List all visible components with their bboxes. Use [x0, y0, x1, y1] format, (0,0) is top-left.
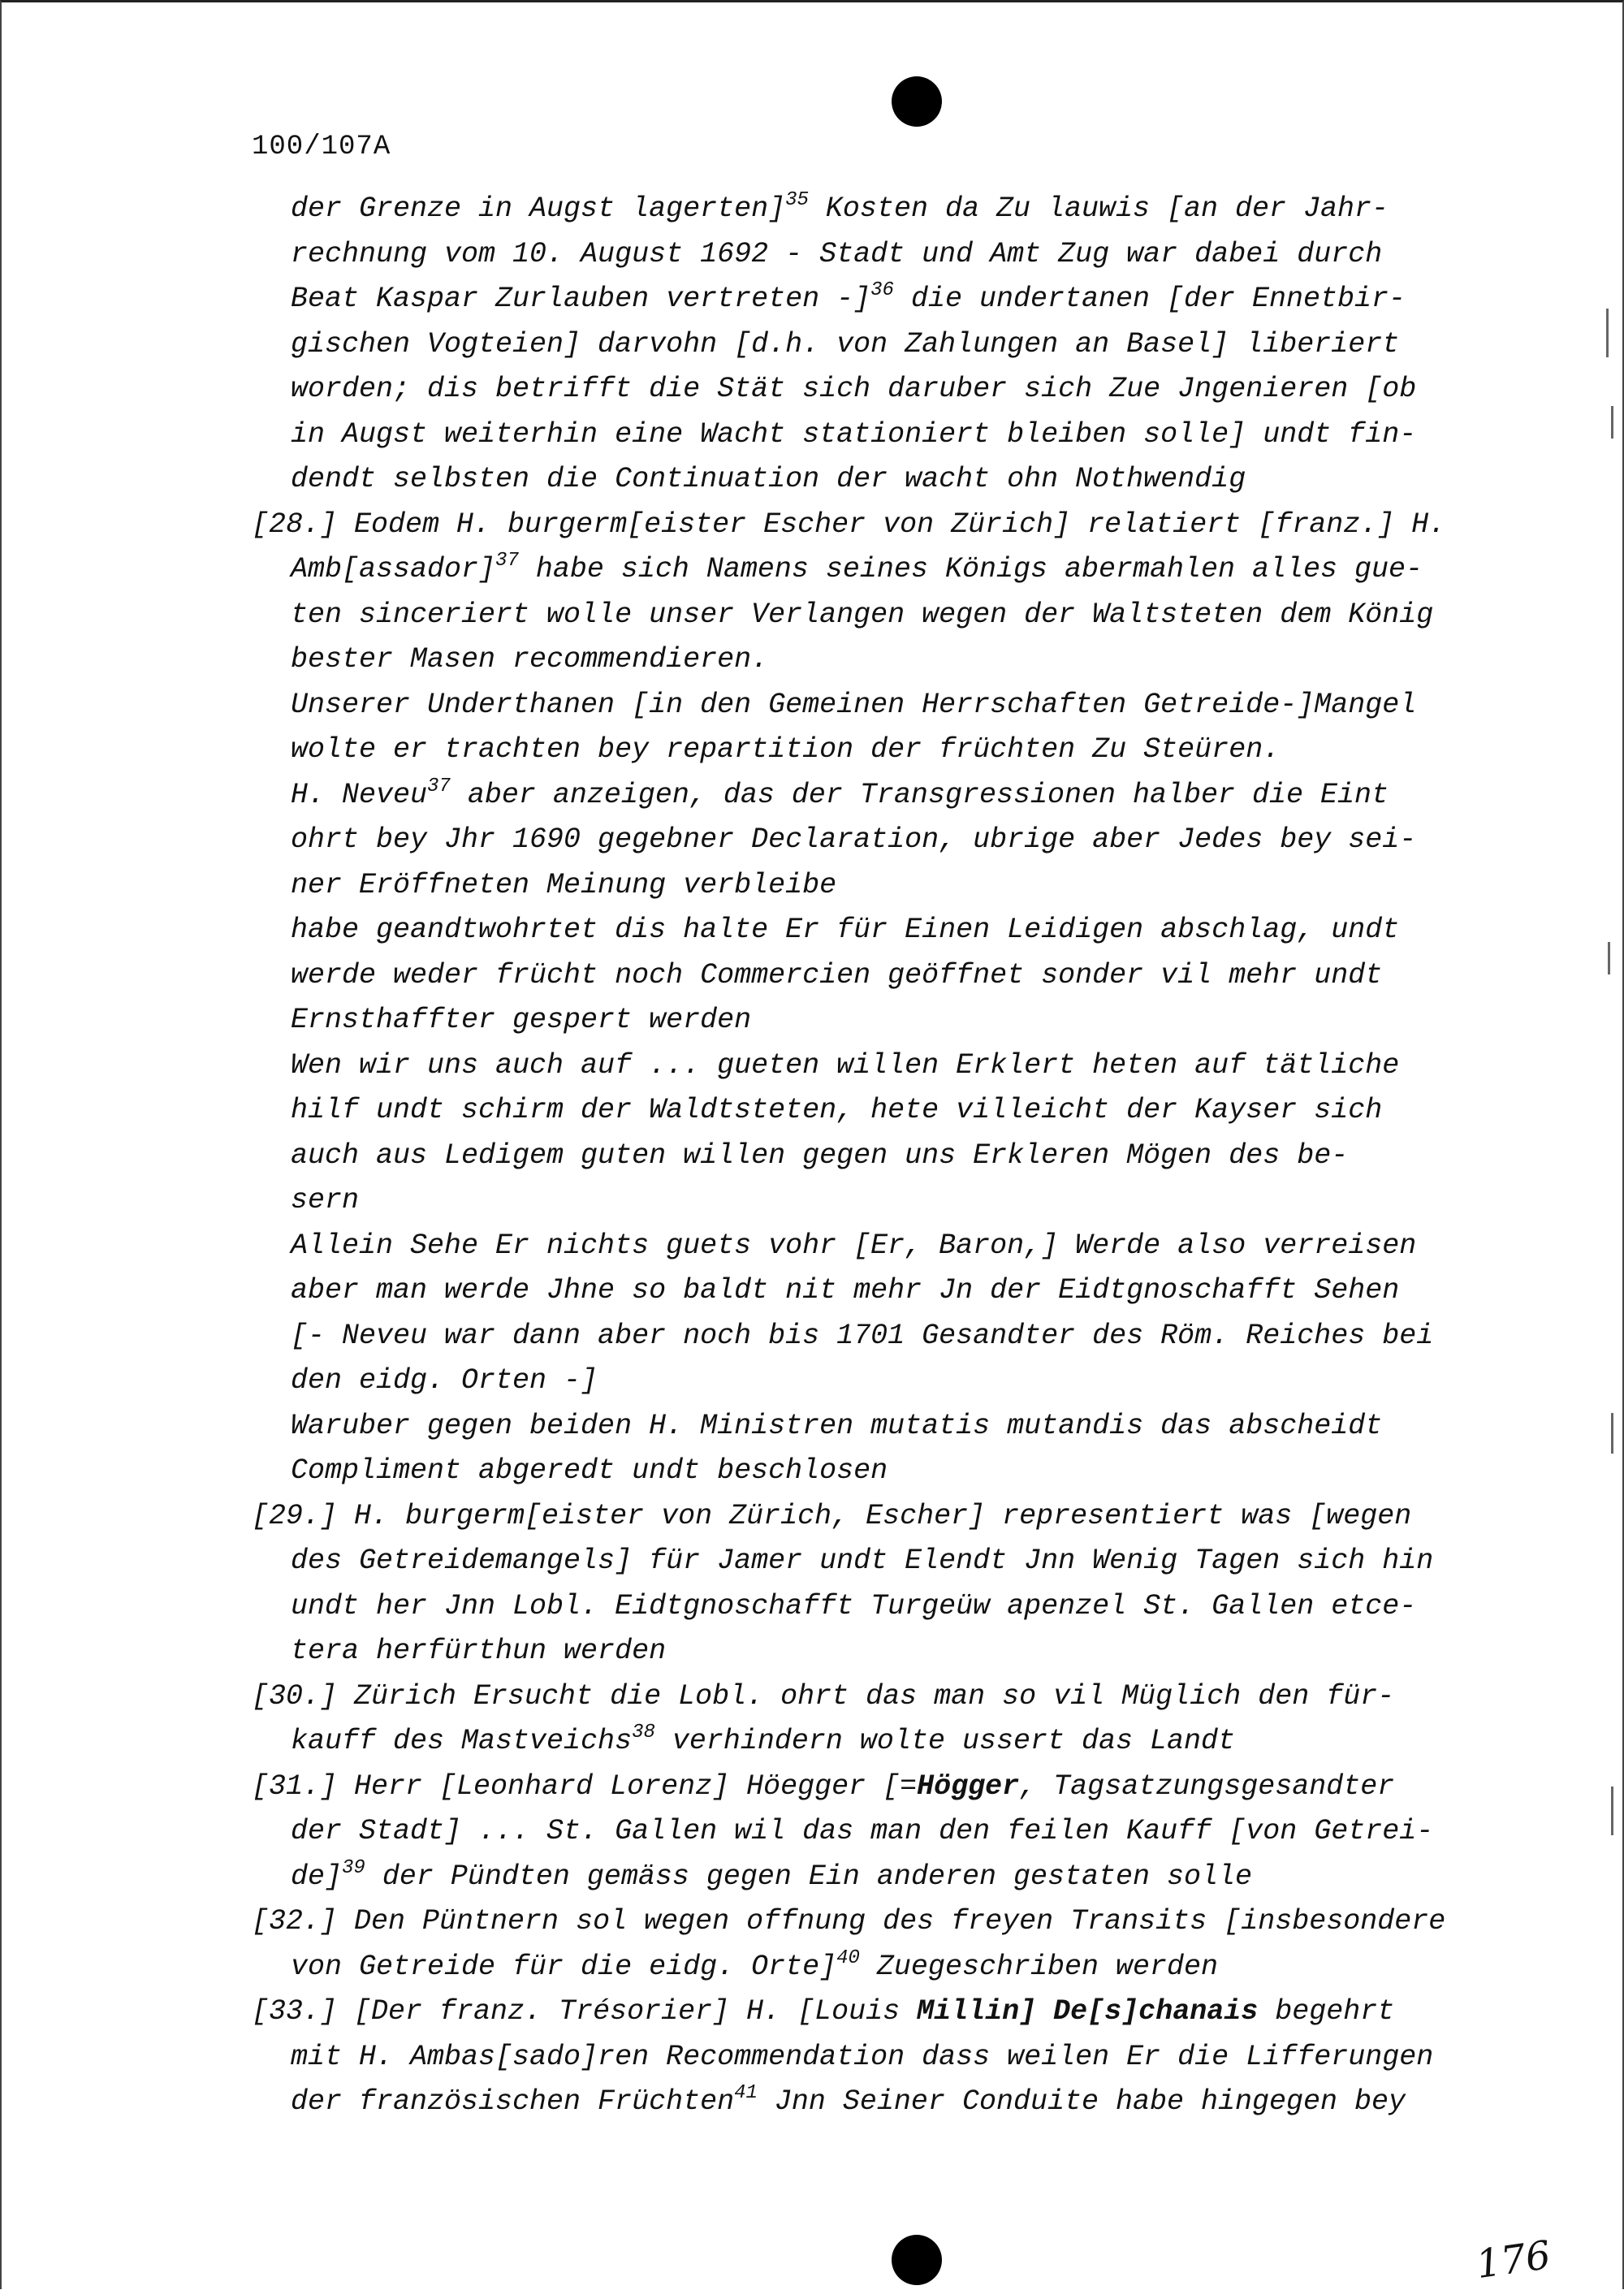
text-line: kauff des Mastveichs$^{38}$ verhindern wolte ussert das Landt: [291, 1722, 1236, 1757]
text-line: Wen wir uns auch auf ... gueten willen Erklert heten auf tätliche: [291, 1048, 1400, 1082]
text-line: [28.] Eodem H. burgerm[eister Escher von Zürich] relatiert [franz.] H.: [252, 508, 1446, 541]
footnote-ref: 37: [495, 550, 519, 572]
text-line: Unserer Underthanen [in den Gemeinen Herrschaften Getreide-]Mangel: [291, 688, 1417, 721]
text-line: der Stadt] ... St. Gallen wil das man den feilen Kauff [von Getrei-: [291, 1815, 1434, 1847]
text-line: gischen Vogteien] darvohn [d.h. von Zahlungen an Basel] liberiert: [291, 327, 1400, 361]
text-line: H. Neveu$^{37}$ aber anzeigen, das der Transgressionen halber die Eint: [291, 775, 1389, 811]
footnote-ref: 37: [427, 775, 451, 797]
text-line: bester Masen recommendieren.: [291, 643, 769, 676]
text-line: undt her Jnn Lobl. Eidtgnoschafft Turgeüw apenzel St. Gallen etce-: [291, 1589, 1417, 1622]
text-line: de]$^{39}$ der Pündten gemäss gegen Ein anderen gestaten solle: [291, 1856, 1253, 1893]
text-line: des Getreidemangels] für Jamer undt Elendt Jnn Wenig Tagen sich hin: [291, 1545, 1434, 1577]
text-line: den eidg. Orten -]: [291, 1364, 598, 1397]
transcription-body: [252, 187, 1518, 2125]
text-line: Compliment abgeredt undt beschlosen: [291, 1454, 888, 1487]
text-line: [33.] [Der franz. Trésorier] H. [Louis Millin] De[s]chanais begehrt: [252, 1995, 1395, 2028]
scan-mark: [1611, 1787, 1613, 1835]
text-line: werde weder frücht noch Commercien geöffnet sonder vil mehr undt: [291, 958, 1383, 992]
footnote-ref: 41: [734, 2082, 758, 2104]
text-line: Amb[assador]$^{37}$ habe sich Namens seines Königs abermahlen alles gue-: [291, 550, 1423, 585]
scan-mark: [1611, 1413, 1613, 1454]
text-line: habe geandtwohrtet dis halte Er für Einen Leidigen abschlag, undt: [291, 914, 1400, 946]
text-line: mit H. Ambas[sado]ren Recommendation dass weilen Er die Lifferungen: [291, 2040, 1434, 2073]
text-line: [31.] Herr [Leonhard Lorenz] Höegger [=Högger, Tagsatzungsgesandter: [252, 1769, 1395, 1803]
footnote-ref: 38: [632, 1722, 655, 1743]
text-line: dendt selbsten die Continuation der wacht ohn Nothwendig: [291, 463, 1246, 495]
punch-hole-top: [892, 76, 942, 127]
text-line: wolte er trachten bey repartition der früchten Zu Steüren.: [291, 733, 1281, 766]
text-line: Ernsthaffter gespert werden: [291, 1004, 752, 1036]
text-line: [32.] Den Püntnern sol wegen offnung des freyen Transits [insbesondere: [252, 1905, 1446, 1938]
text-line: Allein Sehe Er nichts guets vohr [Er, Baron,] Werde also verreisen: [291, 1229, 1417, 1262]
text-line: aber man werde Jhne so baldt nit mehr Jn der Eidtgnoschafft Sehen: [291, 1274, 1400, 1307]
scan-mark: [1611, 406, 1613, 439]
text-line: [- Neveu war dann aber noch bis 1701 Gesandter des Röm. Reiches bei: [291, 1319, 1434, 1352]
text-line: der französischen Früchten$^{41}$ Jnn Seiner Conduite habe hingegen bey: [291, 2082, 1406, 2118]
footnote-ref: 36: [870, 279, 894, 301]
document-id: 100/107A: [252, 132, 391, 162]
text-line: sern: [291, 1184, 360, 1216]
text-line: von Getreide für die eidg. Orte]$^{40}$ Zuegeschriben werden: [291, 1946, 1218, 1983]
text-line: ner Eröffneten Meinung verbleibe: [291, 868, 837, 901]
text-line: der Grenze in Augst lagerten]$^{35}$ Kosten da Zu lauwis [an der Jahr-: [291, 189, 1389, 225]
text-line: rechnung vom 10. August 1692 - Stadt und Amt Zug war dabei durch: [291, 237, 1383, 270]
scan-mark: [1606, 309, 1609, 357]
text-line: ohrt bey Jhr 1690 gegebner Declaration, ubrige aber Jedes bey sei-: [291, 823, 1417, 856]
text-line: in Augst weiterhin eine Wacht stationiert bleiben solle] undt fin-: [291, 417, 1417, 451]
text-line: Waruber gegen beiden H. Ministren mutatis mutandis das abscheidt: [291, 1409, 1383, 1442]
scan-mark: [1608, 942, 1610, 974]
text-line: tera herfürthun werden: [291, 1635, 667, 1667]
text-line: [29.] H. burgerm[eister von Zürich, Escher] representiert was [wegen: [252, 1499, 1412, 1532]
text-line: worden; dis betrifft die Stät sich daruber sich Zue Jngenieren [ob: [291, 373, 1417, 405]
footnote-ref: 35: [785, 189, 809, 211]
text-line: auch aus Ledigem guten willen gegen uns Erkleren Mögen des be-: [291, 1139, 1349, 1172]
text-line: ten sinceriert wolle unser Verlangen wegen der Waltsteten dem König: [291, 598, 1434, 631]
footnote-ref: 40: [836, 1946, 860, 1969]
footnote-ref: 39: [342, 1856, 365, 1879]
text-line: [30.] Zürich Ersucht die Lobl. ohrt das man so vil Müglich den für-: [252, 1679, 1395, 1713]
punch-hole-bottom: [892, 2235, 942, 2285]
handwritten-page-number: 176: [1473, 2232, 1554, 2288]
text-line: hilf undt schirm der Waldtsteten, hete villeicht der Kayser sich: [291, 1094, 1383, 1126]
text-line: Beat Kaspar Zurlauben vertreten -]$^{36}$ die undertanen [der Ennetbir-: [291, 279, 1406, 315]
